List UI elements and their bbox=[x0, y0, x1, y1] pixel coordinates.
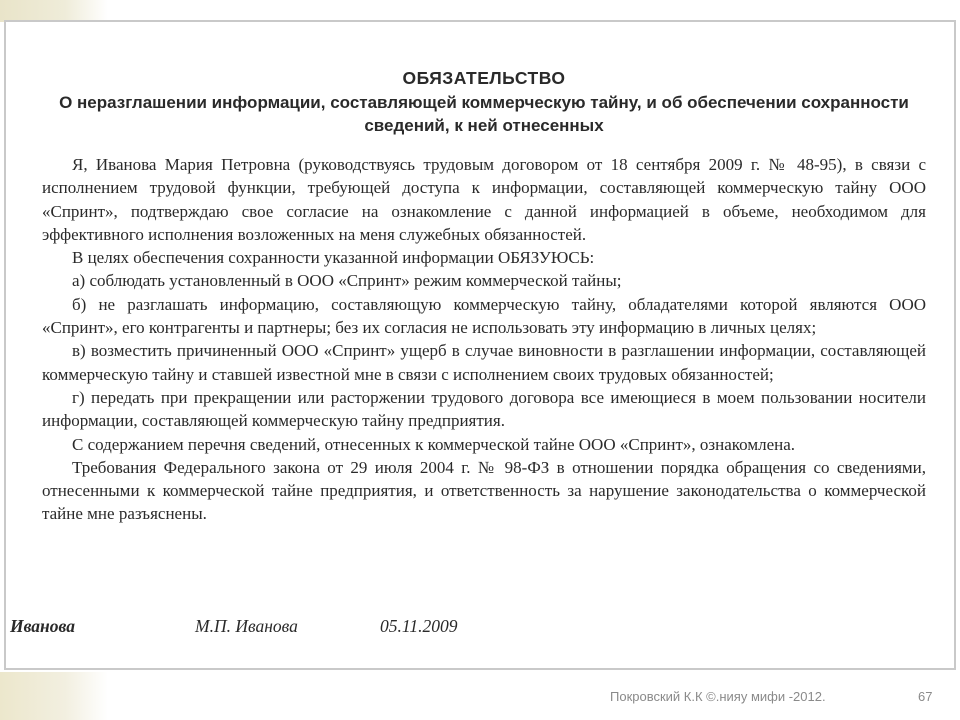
document-body bbox=[42, 153, 926, 526]
footer-credit: Покровский К.К ©.нияу мифи -2012. bbox=[610, 689, 826, 704]
document-title: ОБЯЗАТЕЛЬСТВО bbox=[402, 68, 566, 88]
paragraph: а) соблюдать установленный в ООО «Спринт» режим коммерческой тайны; bbox=[72, 271, 622, 291]
paragraph: г) передать при прекращении или расторжении трудового договора все имеющиеся в моем пользовании носители информации, составляющей коммерческую тайну предприятия. bbox=[42, 387, 926, 431]
paragraph: в) возместить причиненный ООО «Спринт» ущерб в случае виновности в разглашении информации, составляющей коммерческую тайну и ставшей известной мне в связи с исполнением своих трудовых обязанностей; bbox=[42, 341, 926, 384]
signature-initials: М.П. Иванова bbox=[195, 616, 298, 636]
document bbox=[42, 48, 926, 526]
paragraph: Я, Иванова Мария Петровна (руководствуясь трудовым договором от 18 сентября 2009 г. № 48-95), в связи с исполнением трудовой функции, требующей доступа к информации, составляющей коммерческую тайну ООО «Спринт», подтверждаю свое согласие на ознакомление с данной информацией в объеме, необходимом для эффективного исполнения возложенных на меня служебных обязанностей. bbox=[42, 155, 926, 244]
paragraph: В целях обеспечения сохранности указанной информации ОБЯЗУЮСЬ: bbox=[72, 248, 595, 268]
document-frame bbox=[4, 20, 956, 670]
signature: Иванова bbox=[10, 616, 75, 636]
signature-date: 05.11.2009 bbox=[380, 616, 458, 636]
paragraph: Требования Федерального закона от 29 июля 2004 г. № 98-ФЗ в отношении порядка обращения со сведениями, отнесенными к коммерческой тайне предприятия, и ответственность за нарушение законодательства о коммерческой тайне мне разъяснены. bbox=[42, 457, 926, 524]
paragraph: С содержанием перечня сведений, отнесенных к коммерческой тайне ООО «Спринт», ознакомлена. bbox=[72, 434, 796, 454]
paragraph: б) не разглашать информацию, составляющую коммерческую тайну, обладателями которой являются ООО «Спринт», его контрагенты и партнеры; без их согласия не использовать эту информацию в личных целях; bbox=[42, 294, 926, 338]
slide-corner-decoration bbox=[0, 0, 108, 22]
document-subtitle: О неразглашении информации, составляющей коммерческую тайну, и об обеспечении сохранности сведений, к ней отнесенных bbox=[59, 93, 909, 135]
page-number: 67 bbox=[918, 689, 933, 704]
slide-corner-decoration-bottom bbox=[0, 672, 108, 720]
